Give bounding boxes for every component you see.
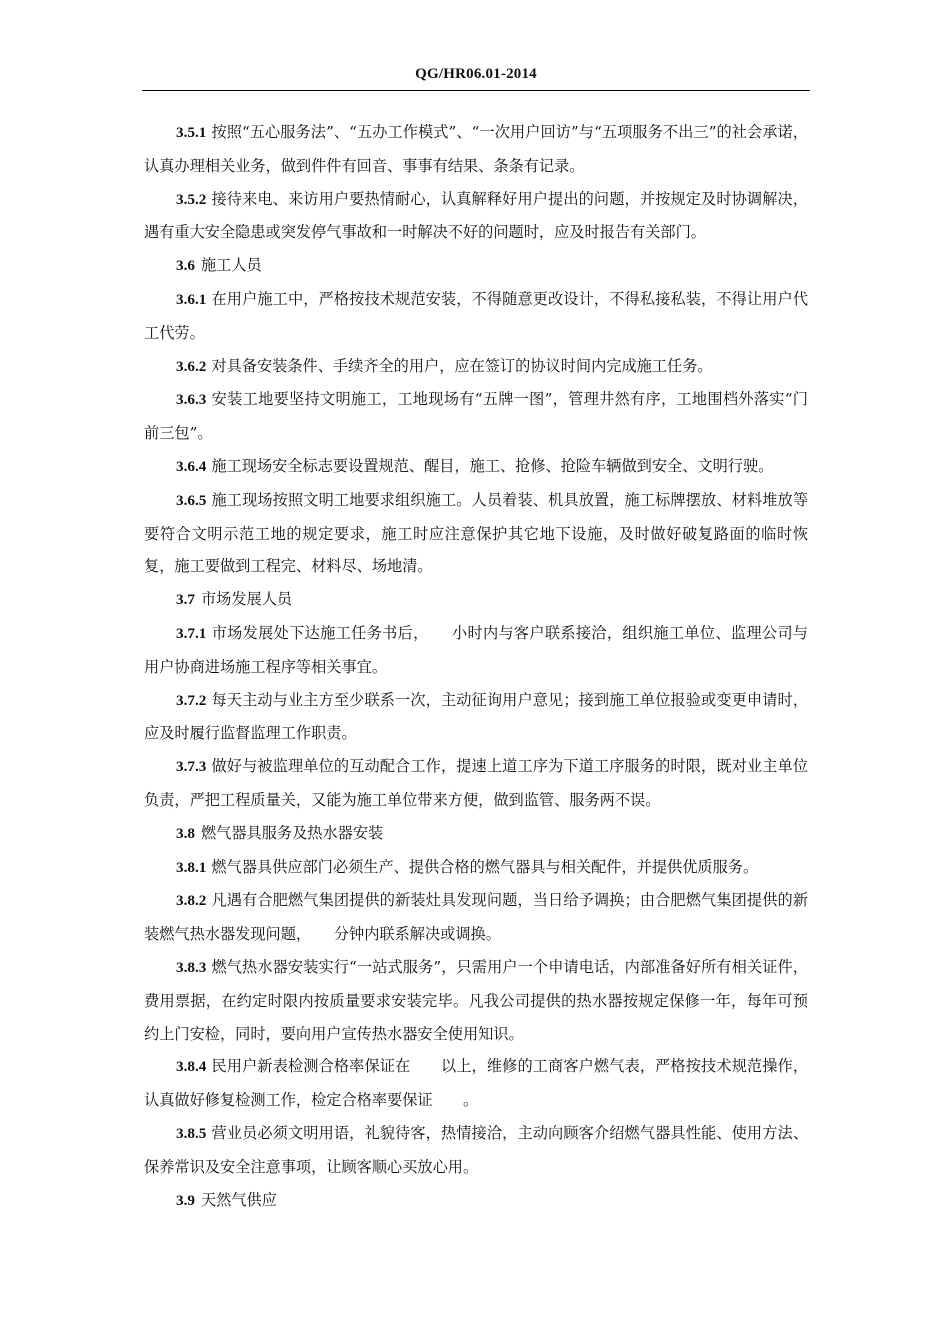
clause-number: 3.7.3 <box>176 758 207 776</box>
clause-text: 凡遇有合肥燃气集团提供的新装灶具发现问题，当日给予调换；由合肥燃气集团提供的新装燃气热水器发现问题， 分钟内联系解决或调换。 <box>144 891 808 944</box>
clause-text: 每天主动与业主方至少联系一次，主动征询用户意见；接到施工单位报验或变更申请时，应及时履行监督监理工作职责。 <box>144 690 808 743</box>
section-number: 3.9 <box>176 1191 195 1209</box>
clause-number: 3.7.1 <box>176 624 207 642</box>
clause-number: 3.8.1 <box>176 858 207 876</box>
clause-3-6-3 <box>144 383 808 450</box>
clause-number: 3.8.2 <box>176 892 207 910</box>
section-heading-3-6 <box>144 249 808 283</box>
clause-text: 燃气热水器安装实行“一站式服务”，只需用户一个申请电话，内部准备好所有相关证件，费用票据，在约定时限内按质量要求安装完毕。凡我公司提供的热水器按规定保修一年，每年可预约上门安检，同时，要向用户宣传热水器安全使用知识。 <box>144 957 808 1043</box>
clause-text: 营业员必须文明用语，礼貌待客，热情接洽，主动向顾客介绍燃气器具性能、使用方法、保养常识及安全注意事项，让顾客顺心买放心用。 <box>144 1123 808 1176</box>
section-number: 3.7 <box>176 591 195 609</box>
document-code-header: QG/HR06.01-2014 <box>415 66 537 82</box>
clause-number: 3.7.2 <box>176 691 207 709</box>
clause-3-8-3 <box>144 951 808 1050</box>
clause-3-8-4 <box>144 1050 808 1117</box>
clause-3-7-1 <box>144 617 808 684</box>
section-title: 施工人员 <box>200 256 262 275</box>
clause-text: 市场发展处下达施工任务书后， 小时内与客户联系接洽，组织施工单位、监理公司与用户协商进场施工程序等相关事宜。 <box>144 623 808 676</box>
clause-number: 3.6.5 <box>176 491 207 509</box>
clause-number: 3.6.1 <box>176 290 207 308</box>
clause-3-7-2 <box>144 684 808 751</box>
clause-text: 做好与被监理单位的互动配合工作，提速上道工序为下道工序服务的时限，既对业主单位负责，严把工程质量关，又能为施工单位带来方便，做到监管、服务两不误。 <box>144 757 808 809</box>
clause-text: 安装工地要坚持文明施工，工地现场有“五牌一图”，管理井然有序，工地围档外落实“门前三包”。 <box>144 390 808 443</box>
clause-text: 燃气器具供应部门必须生产、提供合格的燃气器具与相关配件，并提供优质服务。 <box>211 857 759 876</box>
clause-3-6-4 <box>144 450 808 484</box>
clause-number: 3.6.3 <box>176 391 207 409</box>
clause-text: 在用户施工中，严格按技术规范安装，不得随意更改设计，不得私接私装，不得让用户代工代劳。 <box>144 289 808 342</box>
clause-3-8-1 <box>144 851 808 885</box>
clause-number: 3.6.2 <box>176 357 207 375</box>
section-heading-3-8 <box>144 817 808 851</box>
section-title: 市场发展人员 <box>200 590 293 609</box>
header-divider <box>142 90 810 91</box>
clause-number: 3.5.1 <box>176 124 207 141</box>
section-number: 3.8 <box>176 824 195 842</box>
section-heading-3-9 <box>144 1184 808 1218</box>
clause-text: 接待来电、来访用户要热情耐心，认真解释好用户提出的问题，并按规定及时协调解决，遇有重大安全隐患或突发停气事故和一时解决不好的问题时，应及时报告有关部门。 <box>144 189 808 242</box>
clause-text: 按照“五心服务法”、“五办工作模式”、“一次用户回访”与“五项服务不出三”的社会承诺，认真办理相关业务，做到件件有回音、事事有结果、条条有记录。 <box>144 123 808 175</box>
section-number: 3.6 <box>176 257 195 275</box>
clause-3-6-2 <box>144 350 808 384</box>
document-body <box>144 116 808 1217</box>
section-heading-3-7 <box>144 583 808 617</box>
clause-number: 3.8.4 <box>176 1058 207 1076</box>
clause-text: 施工现场安全标志要设置规范、醒目，施工、抢修、抢险车辆做到安全、文明行驶。 <box>211 456 774 475</box>
clause-3-5-1 <box>144 116 808 183</box>
section-title: 燃气器具服务及热水器安装 <box>200 823 384 842</box>
clause-text: 民用户新表检测合格率保证在 以上，维修的工商客户燃气表，严格按技术规范操作，认真做好修复检测工作，检定合格率要保证 。 <box>144 1057 808 1110</box>
clause-number: 3.8.5 <box>176 1124 207 1142</box>
clause-3-5-2 <box>144 183 808 250</box>
clause-text: 对具备安装条件、手续齐全的用户，应在签订的协议时间内完成施工任务。 <box>211 356 713 375</box>
clause-3-6-5 <box>144 484 808 583</box>
clause-3-8-5 <box>144 1117 808 1184</box>
clause-3-6-1 <box>144 283 808 350</box>
clause-number: 3.8.3 <box>176 958 207 976</box>
clause-3-7-3 <box>144 750 808 817</box>
clause-number: 3.5.2 <box>176 190 207 208</box>
section-title: 天然气供应 <box>200 1190 277 1209</box>
clause-number: 3.6.4 <box>176 457 207 475</box>
clause-3-8-2 <box>144 884 808 951</box>
clause-text: 施工现场按照文明工地要求组织施工。人员着装、机具放置，施工标牌摆放、材料堆放等要符合文明示范工地的规定要求，施工时应注意保护其它地下设施，及时做好破复路面的临时恢复，施工要做到工程完、材料尽、场地清。 <box>144 490 808 576</box>
